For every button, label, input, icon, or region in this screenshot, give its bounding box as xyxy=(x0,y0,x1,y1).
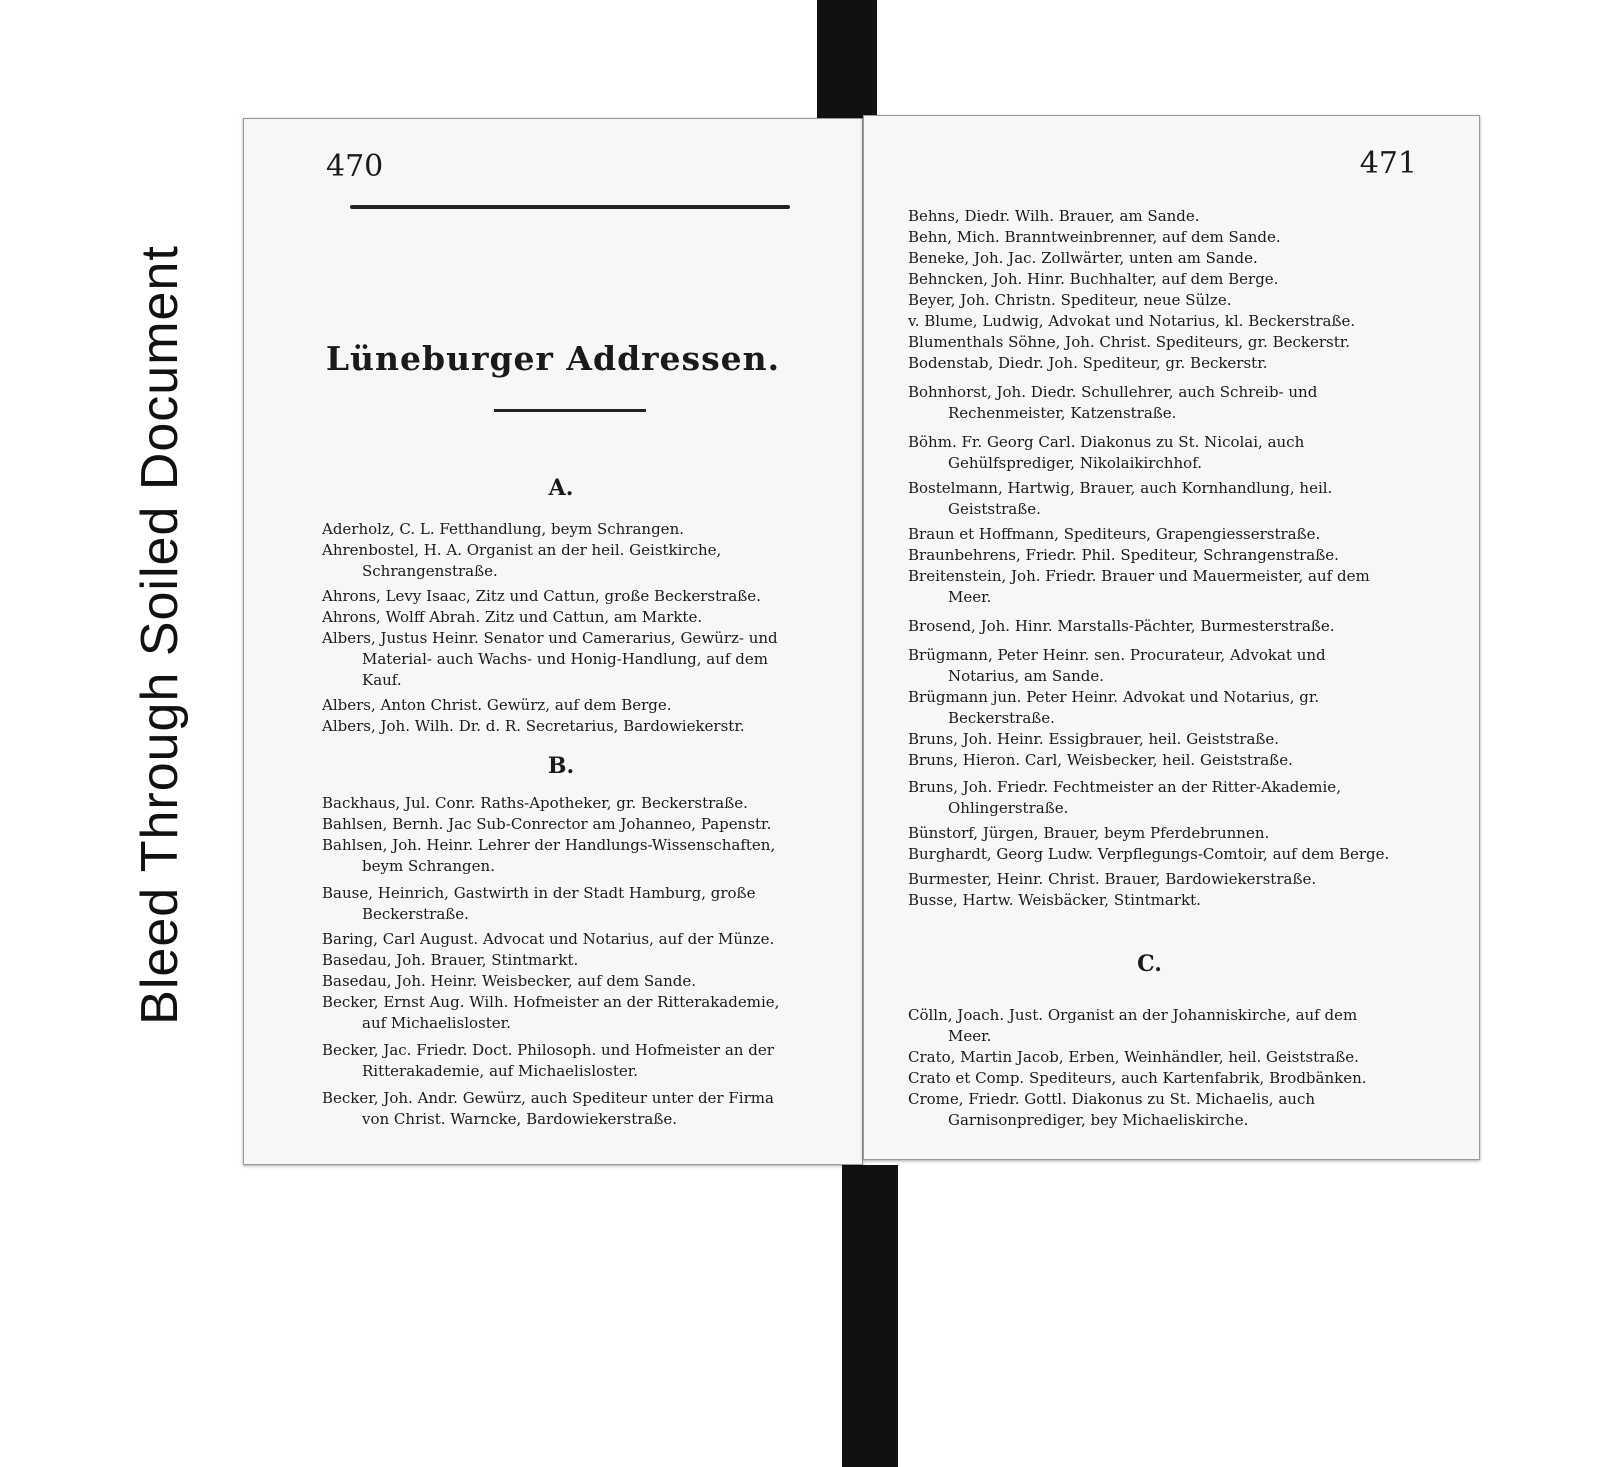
page-number-right: 471 xyxy=(1359,146,1417,181)
entry: Albers, Anton Christ. Gewürz, auf dem Berge. xyxy=(322,696,672,714)
entry: Bruns, Joh. Heinr. Essigbrauer, heil. Geiststraße. xyxy=(908,730,1280,748)
entry: Basedau, Joh. Brauer, Stintmarkt. xyxy=(322,951,579,969)
right-page xyxy=(863,115,1480,1160)
side-label xyxy=(118,140,202,1130)
left-page xyxy=(243,118,863,1165)
entry: Ahrenbostel, H. A. Organist an der heil. Geistkirche, Schrangenstraße. xyxy=(322,541,722,580)
entry: Basedau, Joh. Heinr. Weisbecker, auf dem Sande. xyxy=(322,972,696,990)
entry: Braun et Hoffmann, Spediteurs, Grapengiesserstraße. xyxy=(908,525,1321,543)
entry: Bause, Heinrich, Gastwirth in der Stadt Hamburg, große Beckerstraße. xyxy=(322,884,756,923)
section-letter-b: B. xyxy=(547,753,575,779)
entry: Baring, Carl August. Advocat und Notarius, auf der Münze. xyxy=(322,930,775,948)
entry: Bodenstab, Diedr. Joh. Spediteur, gr. Beckerstr. xyxy=(908,354,1268,372)
entry: Becker, Joh. Andr. Gewürz, auch Spediteur unter der Firma von Christ. Warncke, Bardowiekerstraße. xyxy=(322,1089,774,1128)
page-number-left: 470 xyxy=(326,149,384,184)
entry: Busse, Hartw. Weisbäcker, Stintmarkt. xyxy=(908,891,1201,909)
entry: Bahlsen, Bernh. Jac Sub-Conrector am Johanneo, Papenstr. xyxy=(322,815,772,833)
gutter-bar-bottom xyxy=(842,1165,898,1467)
entry: Braunbehrens, Friedr. Phil. Spediteur, Schrangenstraße. xyxy=(908,546,1339,564)
entry: Bostelmann, Hartwig, Brauer, auch Kornhandlung, heil. Geiststraße. xyxy=(908,479,1333,518)
entry: Behn, Mich. Branntweinbrenner, auf dem Sande. xyxy=(908,228,1281,246)
entry: Blumenthals Söhne, Joh. Christ. Spediteurs, gr. Beckerstr. xyxy=(908,333,1351,351)
entry: Beyer, Joh. Christn. Spediteur, neue Sülze. xyxy=(908,291,1232,309)
entry: Brügmann jun. Peter Heinr. Advokat und Notarius, gr. Beckerstraße. xyxy=(908,688,1320,727)
entry: Crato et Comp. Spediteurs, auch Kartenfabrik, Brodbänken. xyxy=(908,1069,1367,1087)
entry: Ahrons, Wolff Abrah. Zitz und Cattun, am Markte. xyxy=(322,608,703,626)
entry: Ahrons, Levy Isaac, Zitz und Cattun, große Beckerstraße. xyxy=(322,587,761,605)
entry: Crome, Friedr. Gottl. Diakonus zu St. Michaelis, auch Garnisonprediger, bey Michaeliskirche. xyxy=(908,1090,1316,1129)
section-letter-a: A. xyxy=(548,475,574,501)
entry: Bruns, Joh. Friedr. Fechtmeister an der Ritter-Akademie, Ohlingerstraße. xyxy=(908,778,1341,817)
entry: Backhaus, Jul. Conr. Raths-Apotheker, gr. Beckerstraße. xyxy=(322,794,748,812)
entry: Bruns, Hieron. Carl, Weisbecker, heil. Geiststraße. xyxy=(908,751,1293,769)
entry: Bohnhorst, Joh. Diedr. Schullehrer, auch Schreib- und Rechenmeister, Katzenstraße. xyxy=(908,383,1318,422)
entry: Aderholz, C. L. Fetthandlung, beym Schrangen. xyxy=(322,520,684,538)
heading-rule xyxy=(494,409,646,412)
entry: v. Blume, Ludwig, Advokat und Notarius, kl. Beckerstraße. xyxy=(908,312,1356,330)
entry: Crato, Martin Jacob, Erben, Weinhändler, heil. Geiststraße. xyxy=(908,1048,1359,1066)
entry: Brosend, Joh. Hinr. Marstalls-Pächter, Burmesterstraße. xyxy=(908,617,1335,635)
entry: Böhm. Fr. Georg Carl. Diakonus zu St. Nicolai, auch Gehülfsprediger, Nikolaikirchhof. xyxy=(908,433,1305,472)
entry: Bahlsen, Joh. Heinr. Lehrer der Handlungs-Wissenschaften, beym Schrangen. xyxy=(322,836,776,875)
entry: Brügmann, Peter Heinr. sen. Procurateur, Advokat und Notarius, am Sande. xyxy=(908,646,1326,685)
right-content xyxy=(908,206,1391,1131)
entry: Bünstorf, Jürgen, Brauer, beym Pferdebrunnen. xyxy=(908,824,1270,842)
side-label-text: Bleed Through Soiled Document xyxy=(131,245,189,1025)
entry: Beneke, Joh. Jac. Zollwärter, unten am Sande. xyxy=(908,249,1258,267)
entry: Albers, Joh. Wilh. Dr. d. R. Secretarius, Bardowiekerstr. xyxy=(322,717,745,735)
page-heading: Lüneburger Addressen. xyxy=(325,339,781,378)
section-letter-c: C. xyxy=(1137,951,1162,977)
entry: Burmester, Heinr. Christ. Brauer, Bardowiekerstraße. xyxy=(908,870,1317,888)
entry: Becker, Jac. Friedr. Doct. Philosoph. und Hofmeister an der Ritterakademie, auf Michaelisloster. xyxy=(322,1041,774,1080)
entry: Cölln, Joach. Just. Organist an der Johanniskirche, auf dem Meer. xyxy=(908,1006,1358,1045)
entry: Behns, Diedr. Wilh. Brauer, am Sande. xyxy=(908,207,1200,225)
entry: Becker, Ernst Aug. Wilh. Hofmeister an der Ritterakademie, auf Michaelisloster. xyxy=(322,993,780,1032)
left-content xyxy=(322,475,800,1130)
entry: Breitenstein, Joh. Friedr. Brauer und Mauermeister, auf dem Meer. xyxy=(908,567,1370,606)
entry: Behncken, Joh. Hinr. Buchhalter, auf dem Berge. xyxy=(908,270,1279,288)
entry: Albers, Justus Heinr. Senator und Camerarius, Gewürz- und Material- auch Wachs- und Honig-Handlung, auf dem Kauf. xyxy=(322,629,778,689)
top-rule xyxy=(350,205,790,209)
entry: Burghardt, Georg Ludw. Verpflegungs-Comtoir, auf dem Berge. xyxy=(908,845,1390,863)
